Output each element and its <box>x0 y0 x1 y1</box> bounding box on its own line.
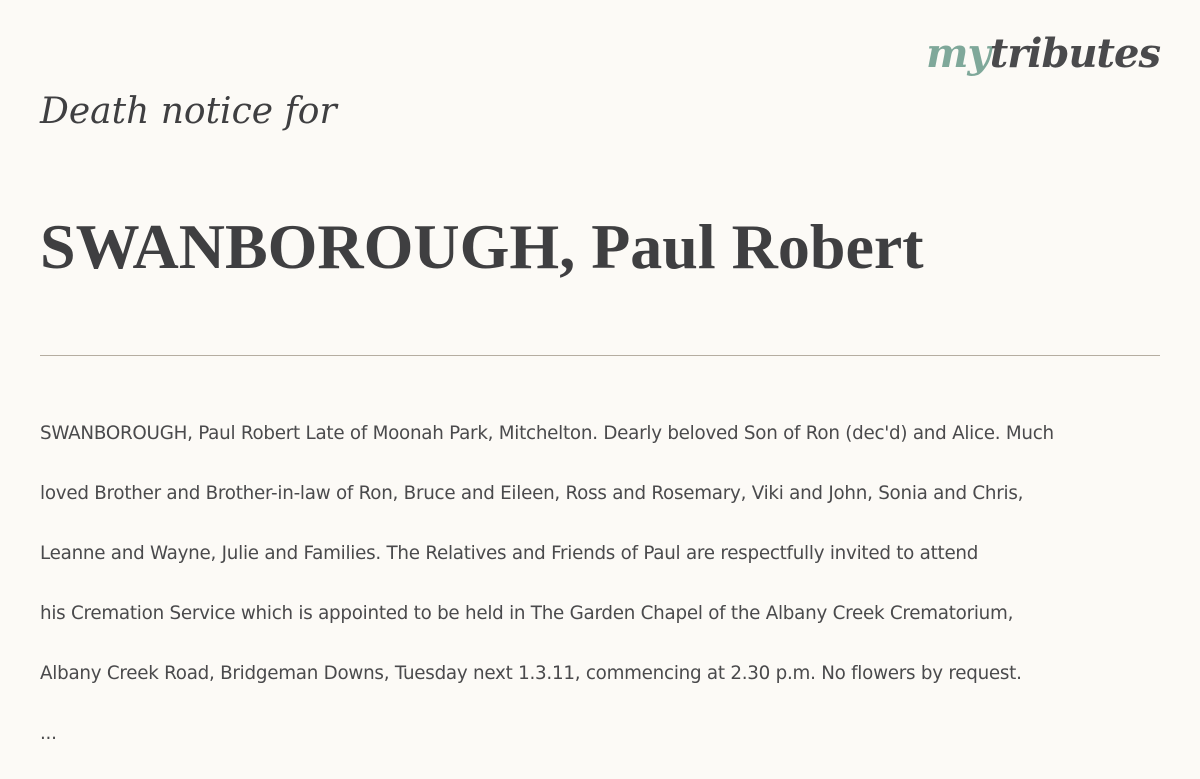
section-divider <box>40 355 1160 356</box>
notice-line-5: Albany Creek Road, Bridgeman Downs, Tuesday next 1.3.11, commencing at 2.30 p.m. No flowers by request. <box>40 663 1022 684</box>
notice-line-1: SWANBOROUGH, Paul Robert Late of Moonah Park, Mitchelton. Dearly beloved Son of Ron (dec'd) and Alice. Much <box>40 423 1054 444</box>
mytributes-logo[interactable] <box>926 30 1160 77</box>
deceased-name: SWANBOROUGH, Paul Robert <box>40 211 924 282</box>
logo-my-text: my <box>926 30 990 77</box>
notice-type-label: Death notice for <box>40 91 337 132</box>
notice-line-2: loved Brother and Brother-in-law of Ron, Bruce and Eileen, Ross and Rosemary, Viki and John, Sonia and Chris, <box>40 483 1024 504</box>
logo-tributes-text: tributes <box>989 30 1160 77</box>
notice-ellipsis: ... <box>40 723 57 744</box>
notice-line-3: Leanne and Wayne, Julie and Families. The Relatives and Friends of Paul are respectfully invited to attend <box>40 543 979 564</box>
notice-line-4: his Cremation Service which is appointed to be held in The Garden Chapel of the Albany Creek Crematorium, <box>40 603 1014 624</box>
notice-body-text <box>40 389 1165 779</box>
